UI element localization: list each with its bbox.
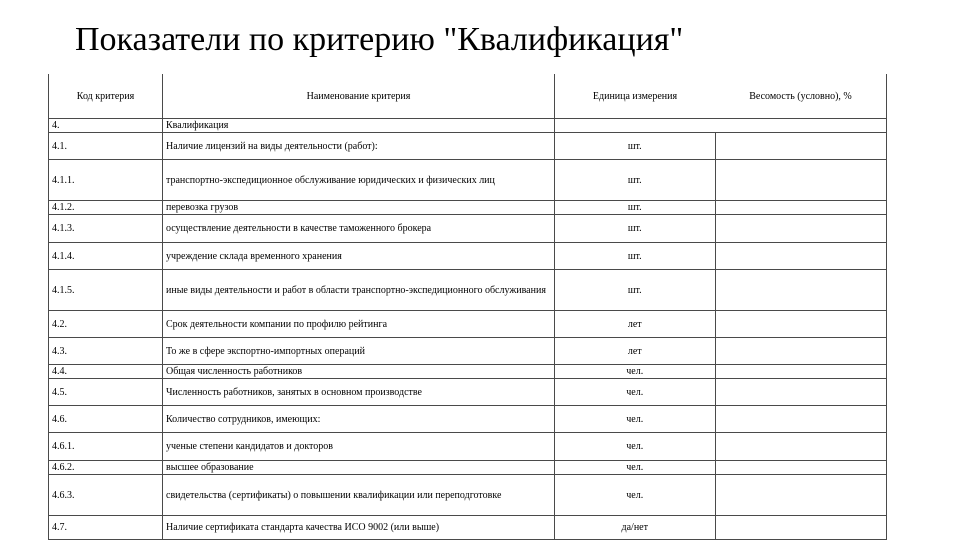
header-name: Наименование критерия xyxy=(163,74,555,119)
row-code: 4.1.2. xyxy=(49,201,163,215)
row-code: 4.6.3. xyxy=(49,475,163,516)
row-code: 4.1.4. xyxy=(49,243,163,270)
row-name: высшее образование xyxy=(163,461,555,475)
row-unit: шт. xyxy=(555,215,716,243)
row-name: осуществление деятельности в качестве таможенного брокера xyxy=(163,215,555,243)
table-row xyxy=(49,516,887,540)
row-weight xyxy=(715,311,887,338)
row-unit: шт. xyxy=(555,201,716,215)
row-code: 4.3. xyxy=(49,338,163,365)
row-unit: лет xyxy=(555,311,716,338)
row-code: 4.1.3. xyxy=(49,215,163,243)
row-code: 4.6.1. xyxy=(49,433,163,461)
row-weight xyxy=(715,338,887,365)
table-row xyxy=(49,270,887,311)
section-row xyxy=(49,119,887,133)
row-weight xyxy=(715,379,887,406)
row-unit: чел. xyxy=(555,365,716,379)
row-name: Численность работников, занятых в основном производстве xyxy=(163,379,555,406)
table-row xyxy=(49,243,887,270)
row-code: 4.5. xyxy=(49,379,163,406)
page-title: Показатели по критерию "Квалификация" xyxy=(75,21,684,58)
row-unit: шт. xyxy=(555,243,716,270)
row-code: 4.7. xyxy=(49,516,163,540)
table-row xyxy=(49,461,887,475)
table-row xyxy=(49,311,887,338)
row-unit: чел. xyxy=(555,461,716,475)
row-weight xyxy=(715,270,887,311)
row-code: 4.1.5. xyxy=(49,270,163,311)
row-weight xyxy=(715,475,887,516)
section-code: 4. xyxy=(49,119,163,133)
row-code: 4.4. xyxy=(49,365,163,379)
row-weight xyxy=(715,160,887,201)
section-weight-cell xyxy=(715,119,887,133)
row-name: Наличие лицензий на виды деятельности (работ): xyxy=(163,133,555,160)
row-name: Количество сотрудников, имеющих: xyxy=(163,406,555,433)
table-row xyxy=(49,406,887,433)
row-unit: лет xyxy=(555,338,716,365)
row-weight xyxy=(715,215,887,243)
header-weight: Весомость (условно), % xyxy=(715,74,887,119)
row-name: Наличие сертификата стандарта качества ИСО 9002 (или выше) xyxy=(163,516,555,540)
row-weight xyxy=(715,516,887,540)
header-unit: Единица измерения xyxy=(555,74,716,119)
section-unit-cell xyxy=(555,119,716,133)
row-weight xyxy=(715,243,887,270)
table-header-row xyxy=(49,74,887,119)
row-name: ученые степени кандидатов и докторов xyxy=(163,433,555,461)
row-unit: шт. xyxy=(555,270,716,311)
row-code: 4.2. xyxy=(49,311,163,338)
row-unit: шт. xyxy=(555,133,716,160)
row-name: Общая численность работников xyxy=(163,365,555,379)
row-weight xyxy=(715,461,887,475)
row-code: 4.1.1. xyxy=(49,160,163,201)
row-unit: да/нет xyxy=(555,516,716,540)
table-row xyxy=(49,338,887,365)
row-name: транспортно-экспедиционное обслуживание юридических и физических лиц xyxy=(163,160,555,201)
row-code: 4.6. xyxy=(49,406,163,433)
table-row xyxy=(49,379,887,406)
row-name: Срок деятельности компании по профилю рейтинга xyxy=(163,311,555,338)
row-weight xyxy=(715,433,887,461)
table-row xyxy=(49,160,887,201)
table-row xyxy=(49,433,887,461)
row-name: свидетельства (сертификаты) о повышении квалификации или переподготовке xyxy=(163,475,555,516)
table-row xyxy=(49,215,887,243)
row-weight xyxy=(715,406,887,433)
row-name: иные виды деятельности и работ в области транспортно-экспедиционного обслуживания xyxy=(163,270,555,311)
header-code: Код критерия xyxy=(49,74,163,119)
table-row xyxy=(49,133,887,160)
row-unit: чел. xyxy=(555,406,716,433)
row-unit: шт. xyxy=(555,160,716,201)
row-name: учреждение склада временного хранения xyxy=(163,243,555,270)
criteria-table xyxy=(48,74,887,540)
row-unit: чел. xyxy=(555,433,716,461)
table-row xyxy=(49,365,887,379)
row-weight xyxy=(715,365,887,379)
table-row xyxy=(49,475,887,516)
table-row xyxy=(49,201,887,215)
row-name: То же в сфере экспортно-импортных операций xyxy=(163,338,555,365)
section-name: Квалификация xyxy=(163,119,555,133)
row-name: перевозка грузов xyxy=(163,201,555,215)
row-weight xyxy=(715,201,887,215)
row-code: 4.6.2. xyxy=(49,461,163,475)
row-code: 4.1. xyxy=(49,133,163,160)
row-unit: чел. xyxy=(555,379,716,406)
row-unit: чел. xyxy=(555,475,716,516)
row-weight xyxy=(715,133,887,160)
